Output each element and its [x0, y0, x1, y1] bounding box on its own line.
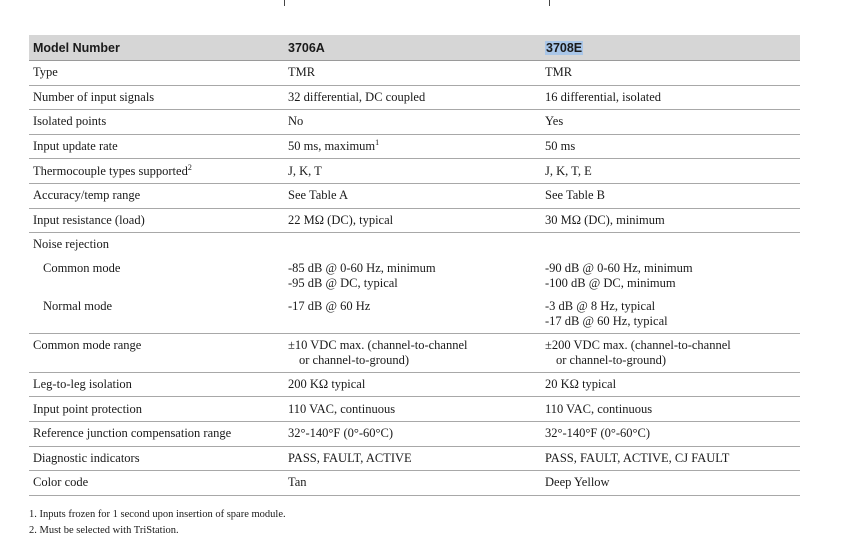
- table-row: [29, 85, 800, 110]
- cell-3708e: TMR: [541, 61, 800, 86]
- row-label: Color code: [29, 471, 284, 496]
- cell-3706a: 110 VAC, continuous: [284, 397, 541, 422]
- cell-3706a: [284, 257, 541, 295]
- cell-line: -90 dB @ 0-60 Hz, minimum: [545, 260, 693, 275]
- footnote: 2. Must be selected with TriStation.: [29, 525, 179, 536]
- selected-text-highlight: 3708E: [546, 40, 583, 55]
- cell-3708e: 50 ms: [541, 134, 800, 159]
- table-row: [29, 208, 800, 233]
- cell-line: or channel-to-ground): [556, 352, 667, 367]
- cell-line: -17 dB @ 60 Hz, typical: [545, 313, 668, 328]
- cell-3708e: 30 MΩ (DC), minimum: [541, 208, 800, 233]
- cell-3708e: [541, 333, 800, 372]
- cell-3706a: [284, 333, 541, 372]
- cell-text: 50 ms, maximum: [288, 139, 376, 154]
- column-marker: [284, 0, 285, 6]
- cell-3708e: J, K, T, E: [541, 159, 800, 184]
- specifications-table: [29, 35, 800, 496]
- header-3706a: 3706A: [284, 35, 541, 61]
- cell-3706a: No: [284, 110, 541, 135]
- cell-3706a: 32 differential, DC coupled: [284, 85, 541, 110]
- cell-3706a: 200 KΩ typical: [284, 372, 541, 397]
- row-label: Common mode range: [29, 333, 284, 372]
- row-label: Leg-to-leg isolation: [29, 372, 284, 397]
- footnote-ref: 1: [375, 138, 380, 148]
- cell-3708e: 16 differential, isolated: [541, 85, 800, 110]
- row-label: Diagnostic indicators: [29, 446, 284, 471]
- cell-line: -17 dB @ 60 Hz: [288, 298, 371, 313]
- table-row: [29, 372, 800, 397]
- table-row: [29, 61, 800, 86]
- table-row: [29, 257, 800, 295]
- cell-line: ±10 VDC max. (channel-to-channel: [288, 337, 468, 352]
- row-label: Normal mode: [29, 295, 284, 334]
- cell-line: -95 dB @ DC, typical: [288, 275, 398, 290]
- cell-3706a: Tan: [284, 471, 541, 496]
- row-label: Input resistance (load): [29, 208, 284, 233]
- cell-3706a: PASS, FAULT, ACTIVE: [284, 446, 541, 471]
- table-row: [29, 333, 800, 372]
- cell-3708e: 20 KΩ typical: [541, 372, 800, 397]
- header-3708e: [541, 35, 800, 61]
- cell-3708e: Yes: [541, 110, 800, 135]
- footnote: 1. Inputs frozen for 1 second upon insertion of spare module.: [29, 509, 286, 520]
- table-row: [29, 110, 800, 135]
- cell-3708e: See Table B: [541, 183, 800, 208]
- cell-line: or channel-to-ground): [299, 352, 410, 367]
- cell-3706a: J, K, T: [284, 159, 541, 184]
- table-row: [29, 421, 800, 446]
- cell-3708e: [541, 233, 800, 257]
- row-label: Noise rejection: [33, 237, 110, 252]
- cell-3706a: [284, 134, 541, 159]
- cell-3706a: See Table A: [284, 183, 541, 208]
- row-label: [29, 159, 284, 184]
- cell-3706a: [284, 295, 541, 334]
- row-label: Type: [29, 61, 284, 86]
- cell-3708e: 110 VAC, continuous: [541, 397, 800, 422]
- table-header-row: [29, 35, 800, 61]
- cell-3706a: 22 MΩ (DC), typical: [284, 208, 541, 233]
- column-marker: [549, 0, 550, 6]
- cell-3708e: [541, 295, 800, 334]
- cell-3708e: 32°-140°F (0°-60°C): [541, 421, 800, 446]
- row-label: Number of input signals: [29, 85, 284, 110]
- cell-3706a: [284, 233, 541, 257]
- table-row: [29, 295, 800, 334]
- cell-3708e: PASS, FAULT, ACTIVE, CJ FAULT: [541, 446, 800, 471]
- footnotes: [29, 507, 286, 539]
- footnote-ref: 2: [187, 162, 192, 172]
- table-row: [29, 471, 800, 496]
- row-label: Input point protection: [29, 397, 284, 422]
- label-text: Thermocouple types supported: [33, 163, 188, 178]
- table-row: [29, 183, 800, 208]
- row-label: Reference junction compensation range: [29, 421, 284, 446]
- row-label: Input update rate: [29, 134, 284, 159]
- row-label: Accuracy/temp range: [29, 183, 284, 208]
- row-label: Isolated points: [29, 110, 284, 135]
- table-row: [29, 446, 800, 471]
- header-model-number: Model Number: [29, 35, 284, 61]
- table-row: [29, 397, 800, 422]
- cell-line: -100 dB @ DC, minimum: [545, 275, 676, 290]
- row-label: Common mode: [43, 260, 121, 275]
- cell-3706a: TMR: [284, 61, 541, 86]
- table-row: [29, 159, 800, 184]
- cell-3706a: 32°-140°F (0°-60°C): [284, 421, 541, 446]
- table-row: [29, 233, 800, 257]
- cell-3708e: Deep Yellow: [541, 471, 800, 496]
- cell-line: -3 dB @ 8 Hz, typical: [545, 298, 656, 313]
- table-row: [29, 134, 800, 159]
- cell-line: ±200 VDC max. (channel-to-channel: [545, 337, 731, 352]
- cell-line: -85 dB @ 0-60 Hz, minimum: [288, 260, 436, 275]
- cell-3708e: [541, 257, 800, 295]
